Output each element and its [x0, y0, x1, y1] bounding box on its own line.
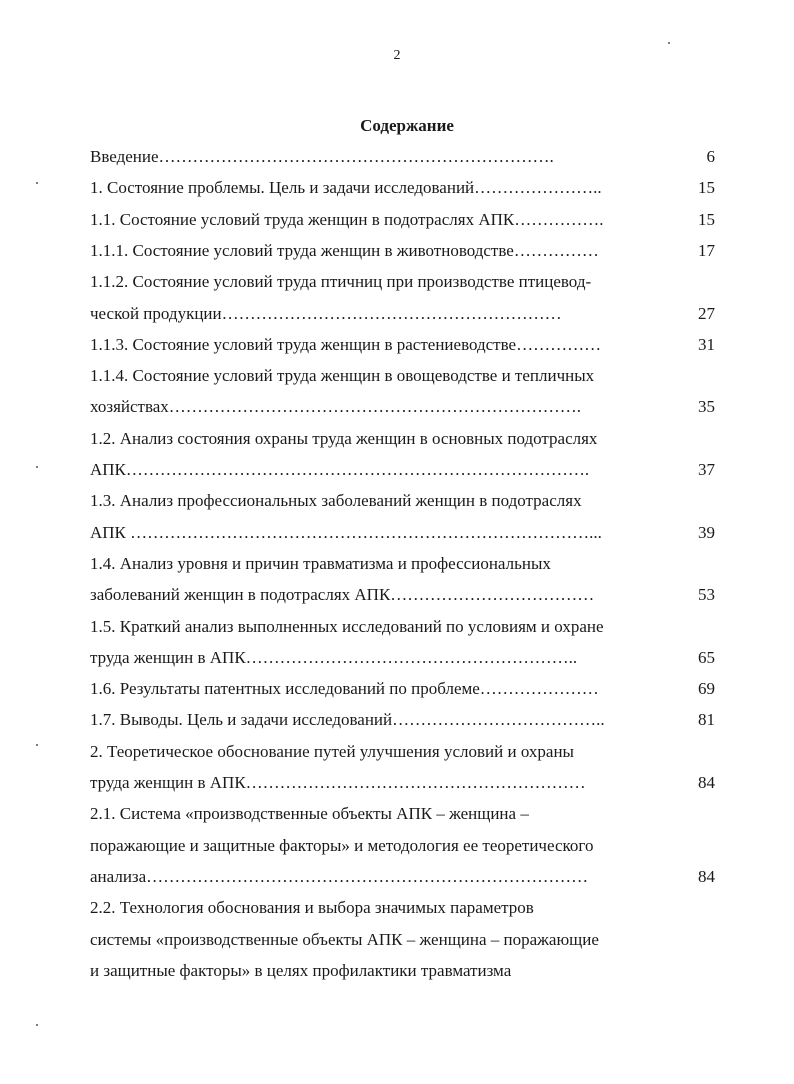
toc-entry-text: труда женщин в АПК…………………………………………………..: [90, 647, 578, 667]
toc-page-number: 17: [698, 240, 715, 260]
toc-page-number: 27: [698, 303, 715, 323]
scan-speck: [36, 182, 38, 184]
toc-page-number: 39: [698, 522, 715, 542]
toc-entry-text: 1.5. Краткий анализ выполненных исследований по условиям и охране: [90, 616, 604, 636]
toc-entry-text: 2.2. Технология обоснования и выбора значимых параметров: [90, 898, 534, 918]
toc-page-number: 84: [698, 773, 715, 792]
toc-entry-text: 1.1.4. Состояние условий труда женщин в овощеводстве и тепличных: [90, 366, 595, 386]
toc-page-number: 65: [698, 647, 715, 667]
toc-entry-text: 1.1. Состояние условий труда женщин в подотраслях АПК…………….: [90, 209, 604, 229]
toc-entry-text: труда женщин в АПК……………………………………………………: [90, 773, 586, 792]
page-title: Содержание: [360, 116, 454, 135]
toc-page-number: 35: [698, 397, 715, 417]
toc-page-number: 84: [698, 866, 715, 886]
toc-entry-text: 1.1.2. Состояние условий труда птичниц при производстве птицевод-: [90, 272, 592, 292]
toc-entry-text: 1.4. Анализ уровня и причин травматизма и профессиональных: [90, 553, 551, 573]
toc-entry-text: Введение…………………………………………………………….: [90, 147, 554, 166]
scan-speck: [668, 42, 670, 44]
toc-entry-text: 2.1. Система «производственные объекты АПК – женщина –: [90, 804, 529, 824]
toc-entry-text: заболеваний женщин в подотраслях АПК………………………………: [90, 585, 595, 605]
toc-entry-text: поражающие и защитные факторы» и методология ее теоретического: [90, 835, 594, 855]
toc-entry-text: АПК ………………………………………………………………………...: [90, 522, 602, 542]
toc-entry-text: 1.2. Анализ состояния охраны труда женщин в основных подотраслях: [90, 428, 598, 448]
toc-entry-text: 1.1.3. Состояние условий труда женщин в растениеводстве……………: [90, 334, 602, 354]
toc-page-number: 6: [706, 147, 715, 166]
toc-page-number: 81: [698, 710, 715, 730]
toc-page-number: 53: [698, 585, 715, 605]
toc-entry-text: анализа……………………………………………………………………: [90, 866, 589, 886]
toc-entry-text: 1.3. Анализ профессиональных заболеваний женщин в подотраслях: [90, 491, 582, 511]
toc-entry-text: 2. Теоретическое обоснование путей улучшения условий и охраны: [90, 741, 574, 761]
page-number: 2: [393, 48, 401, 63]
toc-page-number: 37: [698, 460, 715, 479]
scan-speck: [36, 1024, 38, 1026]
toc-entry-text: АПК……………………………………………………………………….: [90, 460, 590, 479]
toc-entry-text: 1. Состояние проблемы. Цель и задачи исследований…………………..: [90, 178, 602, 198]
toc-entry-text: ческой продукции……………………………………………………: [90, 303, 562, 323]
toc-page-number: 69: [698, 679, 715, 699]
toc-entry-text: 1.7. Выводы. Цель и задачи исследований………………………………..: [90, 710, 605, 730]
toc-entry-text: и защитные факторы» в целях профилактики травматизма: [90, 960, 512, 980]
toc-entry-text: системы «производственные объекты АПК – женщина – поражающие: [90, 929, 599, 949]
scan-speck: [36, 466, 38, 468]
toc-entry-text: хозяйствах……………………………………………………………….: [90, 397, 582, 417]
toc-page-number: 15: [698, 209, 715, 229]
toc-page-number: 15: [698, 178, 715, 198]
toc-page-number: 31: [698, 334, 715, 354]
toc-entry-text: 1.1.1. Состояние условий труда женщин в животноводстве……………: [90, 240, 599, 260]
toc-entry-text: 1.6. Результаты патентных исследований по проблеме…………………: [90, 679, 599, 699]
scan-speck: [36, 744, 38, 746]
